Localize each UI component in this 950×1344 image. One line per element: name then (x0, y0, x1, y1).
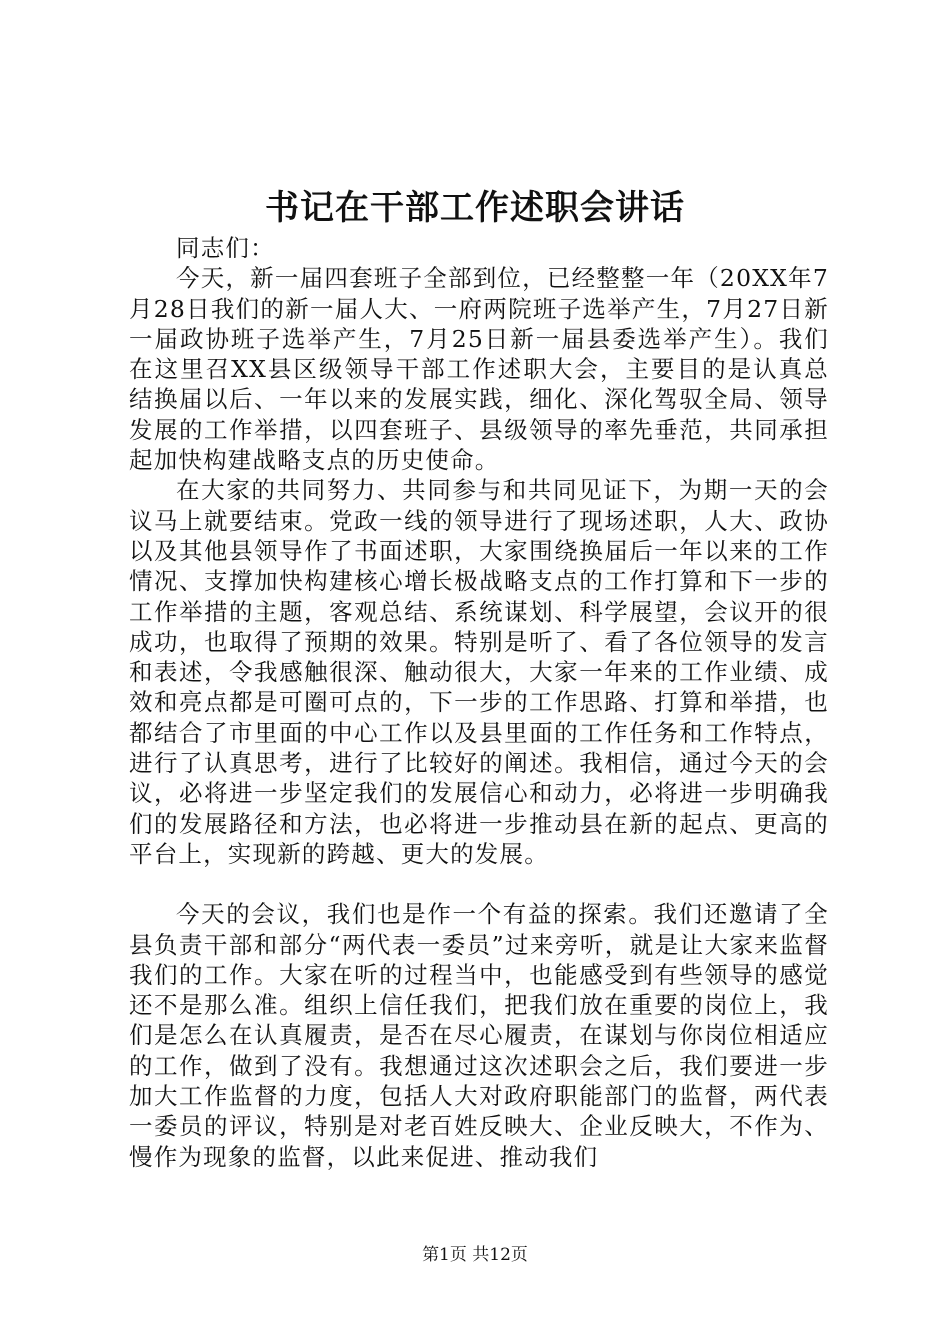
page-footer: 第1页 共12页 (422, 1245, 528, 1265)
document-title: 书记在干部工作述职会讲话 (265, 188, 685, 228)
paragraph-3: 今天的会议，我们也是作一个有益的探索。我们还邀请了全县负责干部和部分“两代表一委员”过来旁听，就是让大家来监督我们的工作。大家在听的过程当中，也能感受到有些领导的感觉还不是那么准。组织上信任我们，把我们放在重要的岗位上，我们是怎么在认真履责，是否在尽心履责，在谋划与你岗位相适应的工作，做到了没有。我想通过这次述职会之后，我们要进一步加大工作监督的力度，包括人大对政府职能部门的监督，两代表一委员的评议，特别是对老百姓反映大、企业反映大，不作为、慢作为现象的监督，以此来促进、推动我们 (129, 900, 829, 1171)
document-body (129, 233, 829, 1172)
salutation: 同志们： (176, 234, 275, 262)
paragraph-2: 在大家的共同努力、共同参与和共同见证下，为期一天的会议马上就要结束。党政一线的领导进行了现场述职，人大、政协以及其他县领导作了书面述职，大家围绕换届后一年以来的工作情况、支撑加快构建核心增长极战略支点的工作打算和下一步的工作举措的主题，客观总结、系统谋划、科学展望，会议开的很成功，也取得了预期的效果。特别是听了、看了各位领导的发言和表述，令我感触很深、触动很大，大家一年来的工作业绩、成效和亮点都是可圈可点的，下一步的工作思路、打算和举措，也都结合了市里面的中心工作以及县里面的工作任务和工作特点，进行了认真思考，进行了比较好的阐述。我相信，通过今天的会议，必将进一步坚定我们的发展信心和动力，必将进一步明确我们的发展路径和方法，也必将进一步推动县在新的起点、更高的平台上，实现新的跨越、更大的发展。 (129, 476, 829, 868)
paragraph-1: 今天，新一届四套班子全部到位，已经整整一年（20XX年7月28日我们的新一届人大、一府两院班子选举产生，7月27日新一届政协班子选举产生，7月25日新一届县委选举产生）。我们在这里召XX县区级领导干部工作述职大会，主要目的是认真总结换届以后、一年以来的发展实践，细化、深化驾驭全局、领导发展的工作举措，以四套班子、县级领导的率先垂范，共同承担起加快构建战略支点的历史使命。 (129, 264, 829, 475)
